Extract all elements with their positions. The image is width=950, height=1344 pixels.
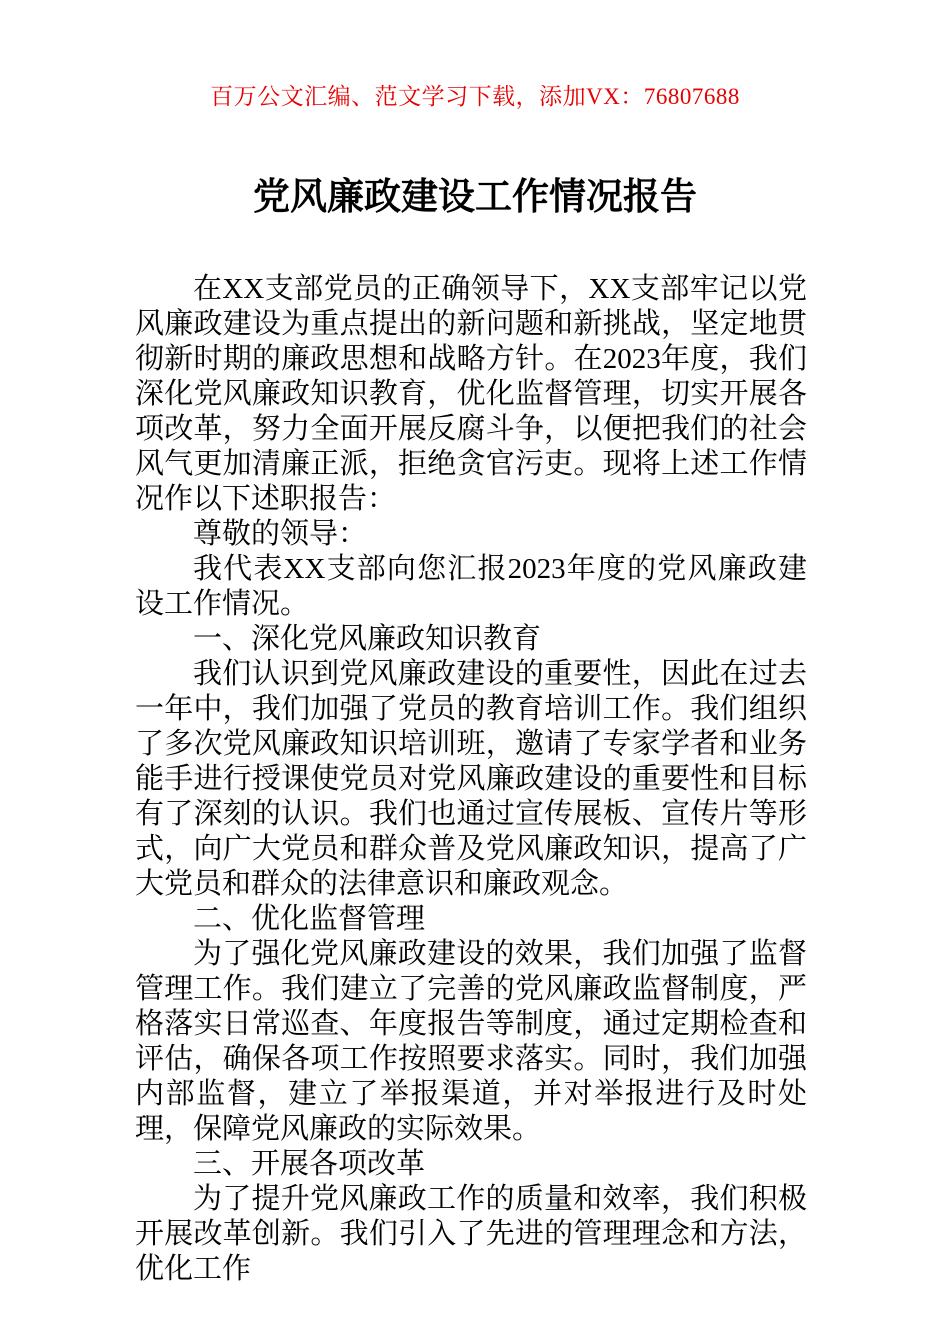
paragraph-salutation: 尊敬的领导：: [193, 518, 368, 550]
paragraph-report-intro: 我代表XX支部向您汇报2023年度的党风廉政建设工作情况。: [135, 553, 807, 620]
paragraph-section-1: 我们认识到党风廉政建设的重要性，因此在过去一年中，我们加强了党员的教育培训工作。我们组织了多次党风廉政知识培训班，邀请了专家学者和业务能手进行授课使党员对党风廉政建设的重要性和目标有了深刻的认识。我们也通过宣传展板、宣传片等形式，向广大党员和群众普及党风廉政知识，提高了广大党员和群众的法律意识和廉政观念。: [135, 658, 807, 900]
paragraph-section-2: 为了强化党风廉政建设的效果，我们加强了监督管理工作。我们建立了完善的党风廉政监督制度，严格落实日常巡查、年度报告等制度，通过定期检查和评估，确保各项工作按照要求落实。同时，我们加强内部监督，建立了举报渠道，并对举报进行及时处理，保障党风廉政的实际效果。: [135, 938, 807, 1145]
paragraph-intro: 在XX支部党员的正确领导下，XX支部牢记以党风廉政建设为重点提出的新问题和新挑战，坚定地贯彻新时期的廉政思想和战略方针。在2023年度，我们深化党风廉政知识教育，优化监督管理，切实开展各项改革，努力全面开展反腐斗争，以便把我们的社会风气更加清廉正派，拒绝贪官污吏。现将上述工作情况作以下述职报告：: [135, 273, 807, 515]
document-body: [135, 272, 807, 1287]
promo-banner-text: 百万公文汇编、范文学习下载，添加VX：76807688: [210, 84, 740, 109]
section-heading-1: 一、深化党风廉政知识教育: [193, 623, 542, 655]
paragraph-section-3: 为了提升党风廉政工作的质量和效率，我们积极开展改革创新。我们引入了先进的管理理念和方法，优化工作: [135, 1183, 807, 1285]
document-title: 党风廉政建设工作情况报告: [253, 177, 697, 218]
section-heading-3: 三、开展各项改革: [193, 1148, 426, 1180]
section-heading-2: 二、优化监督管理: [193, 903, 426, 935]
